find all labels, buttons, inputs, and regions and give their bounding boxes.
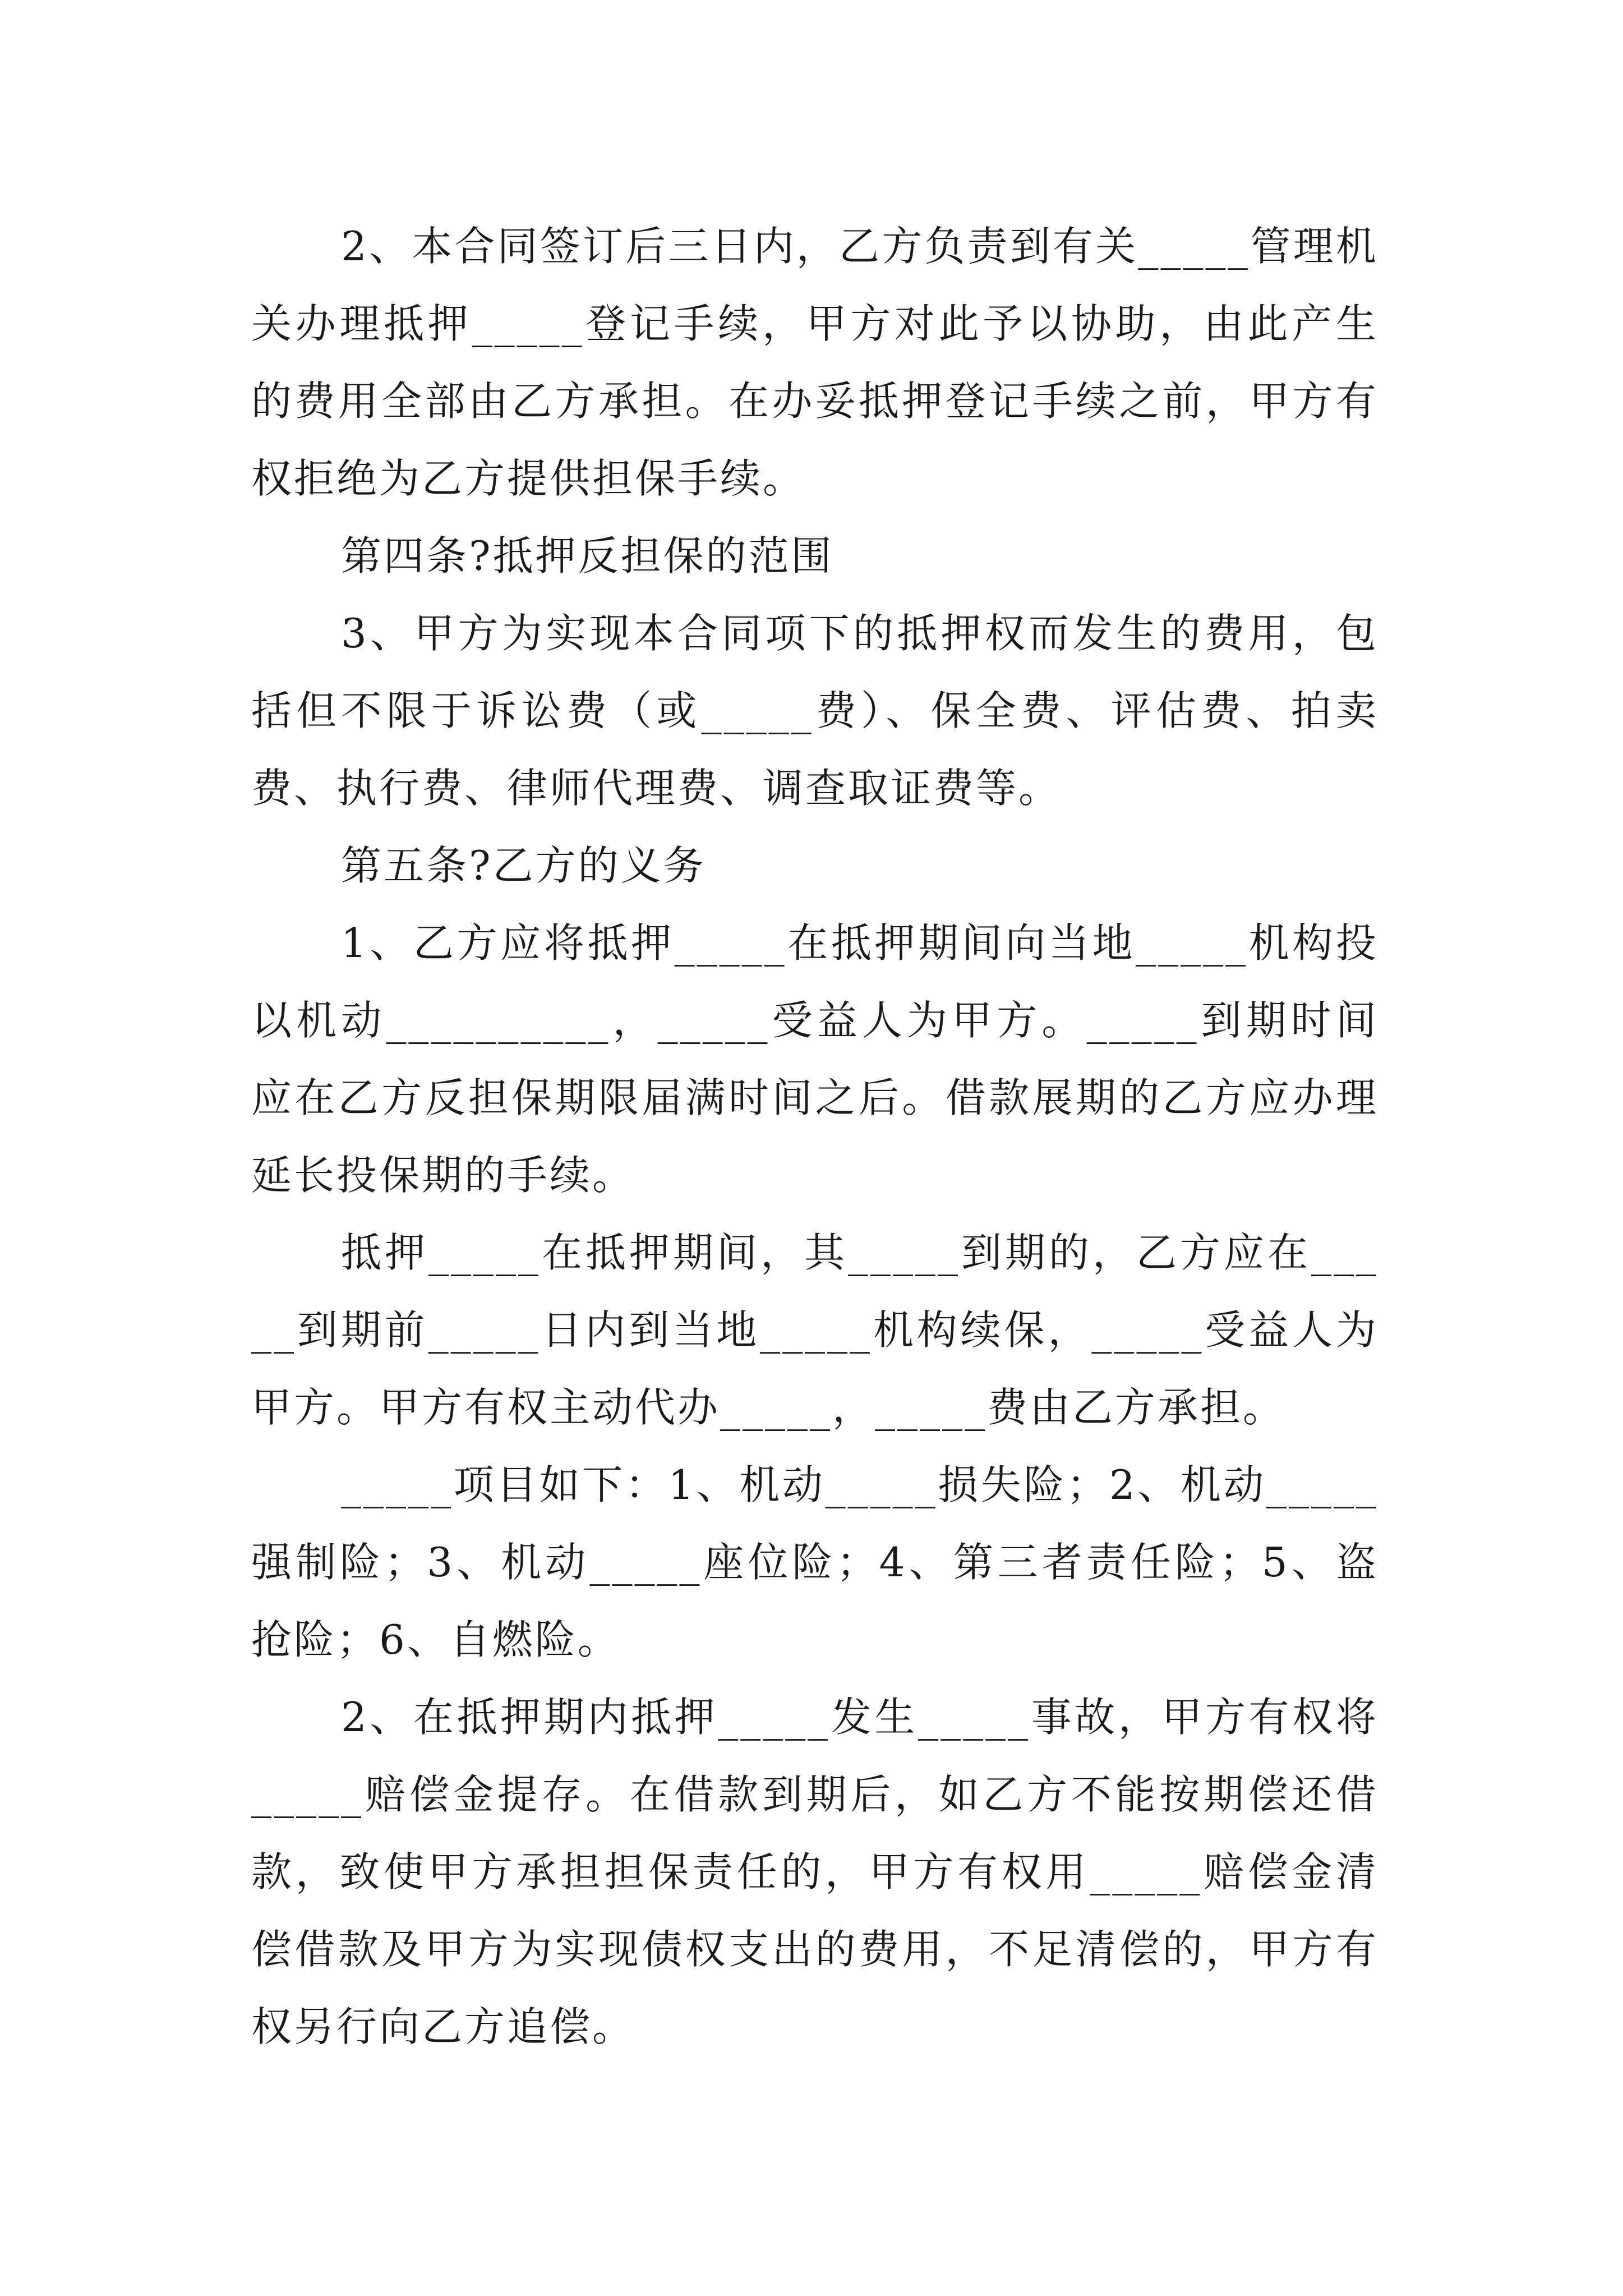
paragraph-article5-clause1: 1、乙方应将抵押_____在抵押期间向当地_____机构投以机动__________，_____受益人为甲方。_____到期时间应在乙方反担保期限届满时间之后。借款展期的乙方应办理延长投保期的手续。 [251, 919, 1378, 1199]
paragraph-article3-clause2: 2、本合同签订后三日内，乙方负责到有关_____管理机关办理抵押_____登记手续，甲方对此予以协助，由此产生的费用全部由乙方承担。在办妥抵押登记手续之前，甲方有权拒绝为乙方提供担保手续。 [251, 223, 1378, 502]
heading-article4: 第四条?抵押反担保的范围 [341, 532, 834, 579]
heading-article5: 第五条?乙方的义务 [341, 842, 706, 889]
paragraph-article5-clause2: 2、在抵押期内抵押_____发生_____事故，甲方有权将_____赔偿金提存。在借款到期后，如乙方不能按期偿还借款，致使甲方承担担保责任的，甲方有权用_____赔偿金清偿借款及甲方为实现债权支出的费用，不足清偿的，甲方有权另行向乙方追偿。 [251, 1694, 1378, 2050]
paragraph-renewal-insurance: 抵押_____在抵押期间，其_____到期的，乙方应在_____到期前_____日内到当地_____机构续保，_____受益人为甲方。甲方有权主动代办_____，_____费由乙方承担。 [251, 1229, 1378, 1431]
document-body [251, 208, 1378, 2065]
paragraph-insurance-items: _____项目如下：1、机动_____损失险；2、机动_____强制险；3、机动_____座位险；4、第三者责任险；5、盗抢险；6、自燃险。 [251, 1461, 1378, 1663]
paragraph-article4-clause3: 3、甲方为实现本合同项下的抵押权而发生的费用，包括但不限于诉讼费（或_____费）、保全费、评估费、拍卖费、执行费、律师代理费、调查取证费等。 [251, 610, 1378, 812]
